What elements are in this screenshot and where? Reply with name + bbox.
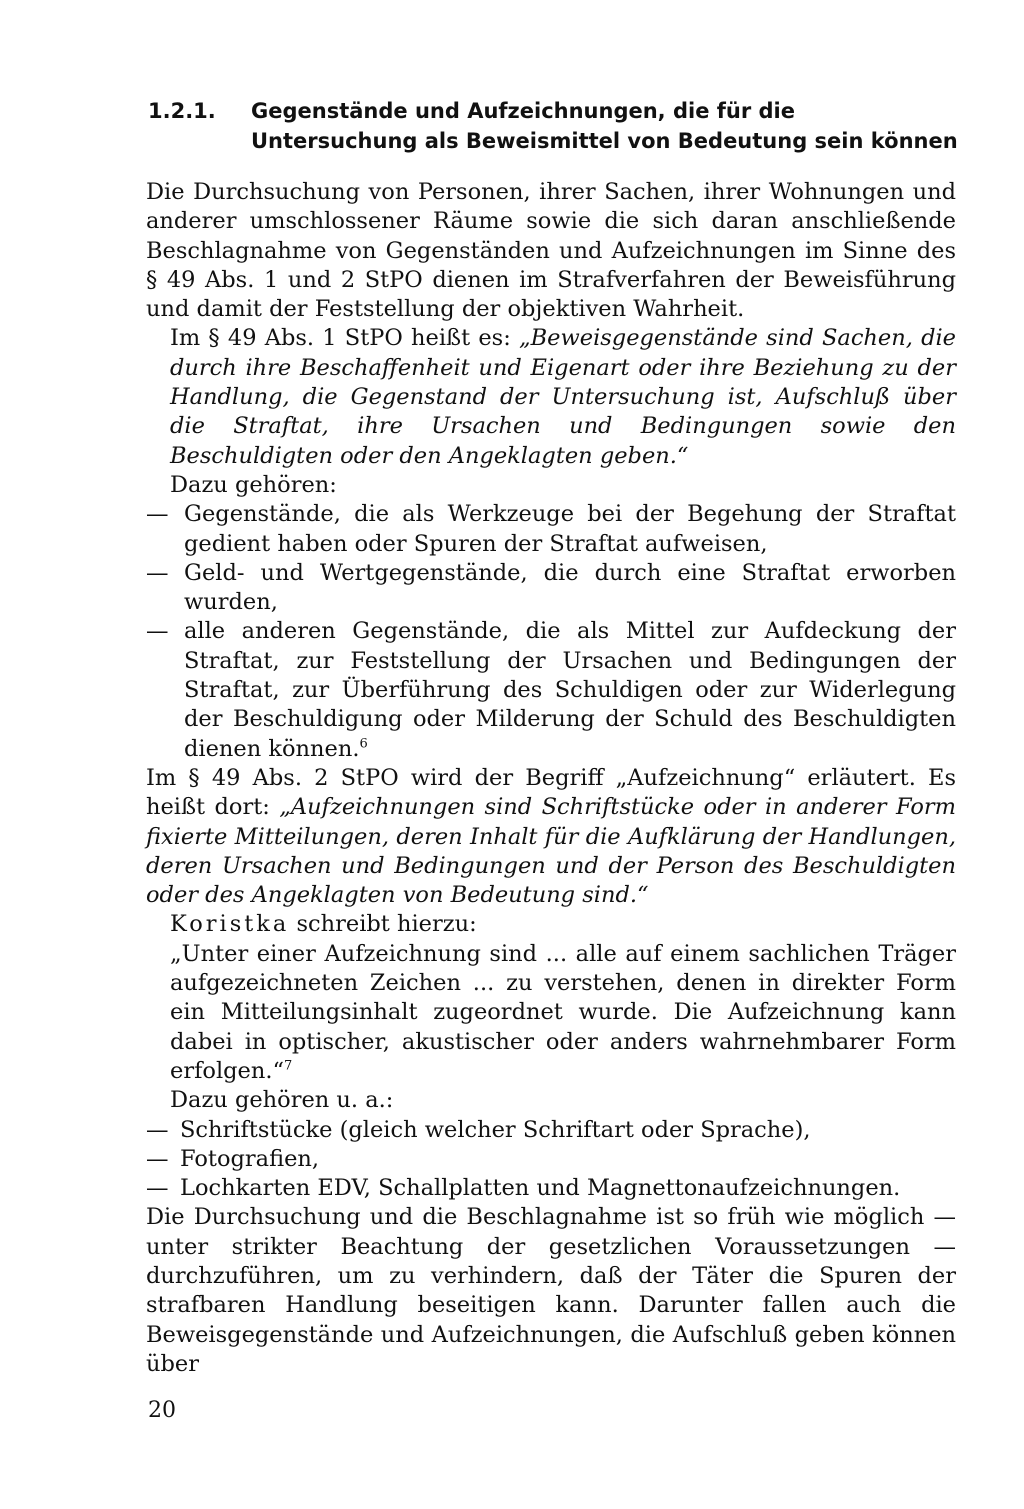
dash-bullet: — [146, 1116, 169, 1143]
paragraph-5-rest: schreibt hierzu: [289, 911, 477, 938]
list-item [146, 1116, 956, 1145]
paragraph-1: Die Durchsuchung von Personen, ihrer Sachen, ihrer Wohnungen und anderer umschlossener Räume sowie die sich daran anschließende Beschlagnahme von Gegenständen und Aufzeichnungen im Sinne des § 49 Abs. 1 und 2 StPO dienen im Strafverfahren der Beweisführung und damit der Feststellung der objektiven Wahrheit. [146, 179, 956, 323]
dash-bullet: — [146, 618, 169, 645]
footnote-marker: 7 [284, 1058, 293, 1074]
section-title: Gegenstände und Aufzeichnungen, die für die Untersuchung als Beweismittel von Bedeutung sein können [251, 99, 958, 153]
list-item-text: alle anderen Gegenstände, die als Mittel zur Aufdeckung der Straftat, zur Feststellung der Ursachen und Bedingungen der Straftat, zur Überführung des Schuldigen oder zur Widerlegung der Beschuldigung oder Milderung der Schuld des Beschuldigten dienen können. [184, 618, 956, 762]
list-item [146, 500, 956, 559]
paragraph-7: Dazu gehören u. a.: [170, 1087, 394, 1114]
author-name: Koristka [170, 911, 290, 938]
paragraph-4-lead: Im § 49 Abs. 2 StPO wird der Begriff „Aufzeichnung“ erläutert. Es heißt dort: [146, 764, 956, 821]
page-number: 20 [148, 1398, 176, 1423]
list-item [146, 617, 956, 763]
list-item-text: Schriftstücke (gleich welcher Schriftart oder Sprache), [180, 1116, 811, 1143]
paragraph-2 [146, 324, 956, 470]
list-item-text: Gegenstände, die als Werkzeuge bei der Begehung der Straftat gedient haben oder Spuren der Straftat aufweisen, [184, 501, 956, 557]
body-text [146, 178, 956, 1379]
dash-bullet: — [146, 501, 169, 528]
list-item [146, 1174, 956, 1203]
section-heading [148, 96, 968, 156]
dash-bullet: — [146, 1175, 169, 1202]
paragraph-2-lead: Im § 49 Abs. 1 StPO heißt es: [170, 325, 519, 352]
quote-koristka: „Unter einer Aufzeichnung sind ... alle auf einem sachlichen Träger aufgezeichneten Zeichen ... zu verstehen, denen in direkter Form ein Mitteilungsinhalt zugeordnet wurde. Die Aufzeichnung kann dabei in optischer, akustischer oder anders wahrnehmbarer Form erfolgen.“ [170, 940, 956, 1084]
section-number: 1.2.1. [148, 99, 216, 123]
law-quote-1: „Beweisgegenstände sind Sachen, die durch ihre Beschaffenheit und Eigenart oder ihre Beziehung zu der Handlung, die Gegenstand der Untersuchung ist, Aufschluß über die Straftat, ihre Ursachen und Bedingungen sowie den Beschuldigten oder den Angeklagten geben.“ [170, 325, 956, 469]
list-item [146, 559, 956, 618]
paragraph-3: Dazu gehören: [170, 471, 337, 498]
footnote-marker: 6 [359, 736, 368, 752]
dash-bullet: — [146, 559, 169, 586]
list-item-text: Fotografien, [180, 1145, 320, 1172]
dash-bullet: — [146, 1145, 169, 1172]
paragraph-6 [146, 940, 956, 1086]
paragraph-4 [146, 764, 956, 910]
list-item-text: Lochkarten EDV, Schallplatten und Magnettonaufzeichnungen. [180, 1175, 901, 1202]
paragraph-8: Die Durchsuchung und die Beschlagnahme ist so früh wie möglich — unter strikter Beachtung der gesetzlichen Voraussetzungen — durchzuführen, um zu verhindern, daß der Täter die Spuren der strafbaren Handlung beseitigen kann. Darunter fallen auch die Beweisgegenstände und Aufzeichnungen, die Aufschluß geben können über [146, 1204, 956, 1377]
list-item-text: Geld- und Wertgegenstände, die durch eine Straftat erworben wurden, [184, 559, 956, 616]
law-quote-2: „Aufzeichnungen sind Schriftstücke oder in anderer Form fixierte Mitteilungen, deren Inhalt für die Aufklärung der Handlungen, deren Ursachen und Bedingungen und der Person des Beschuldigten oder des Angeklagten von Bedeutung sind.“ [146, 794, 956, 909]
paragraph-5 [146, 910, 956, 939]
list-item [146, 1145, 956, 1174]
